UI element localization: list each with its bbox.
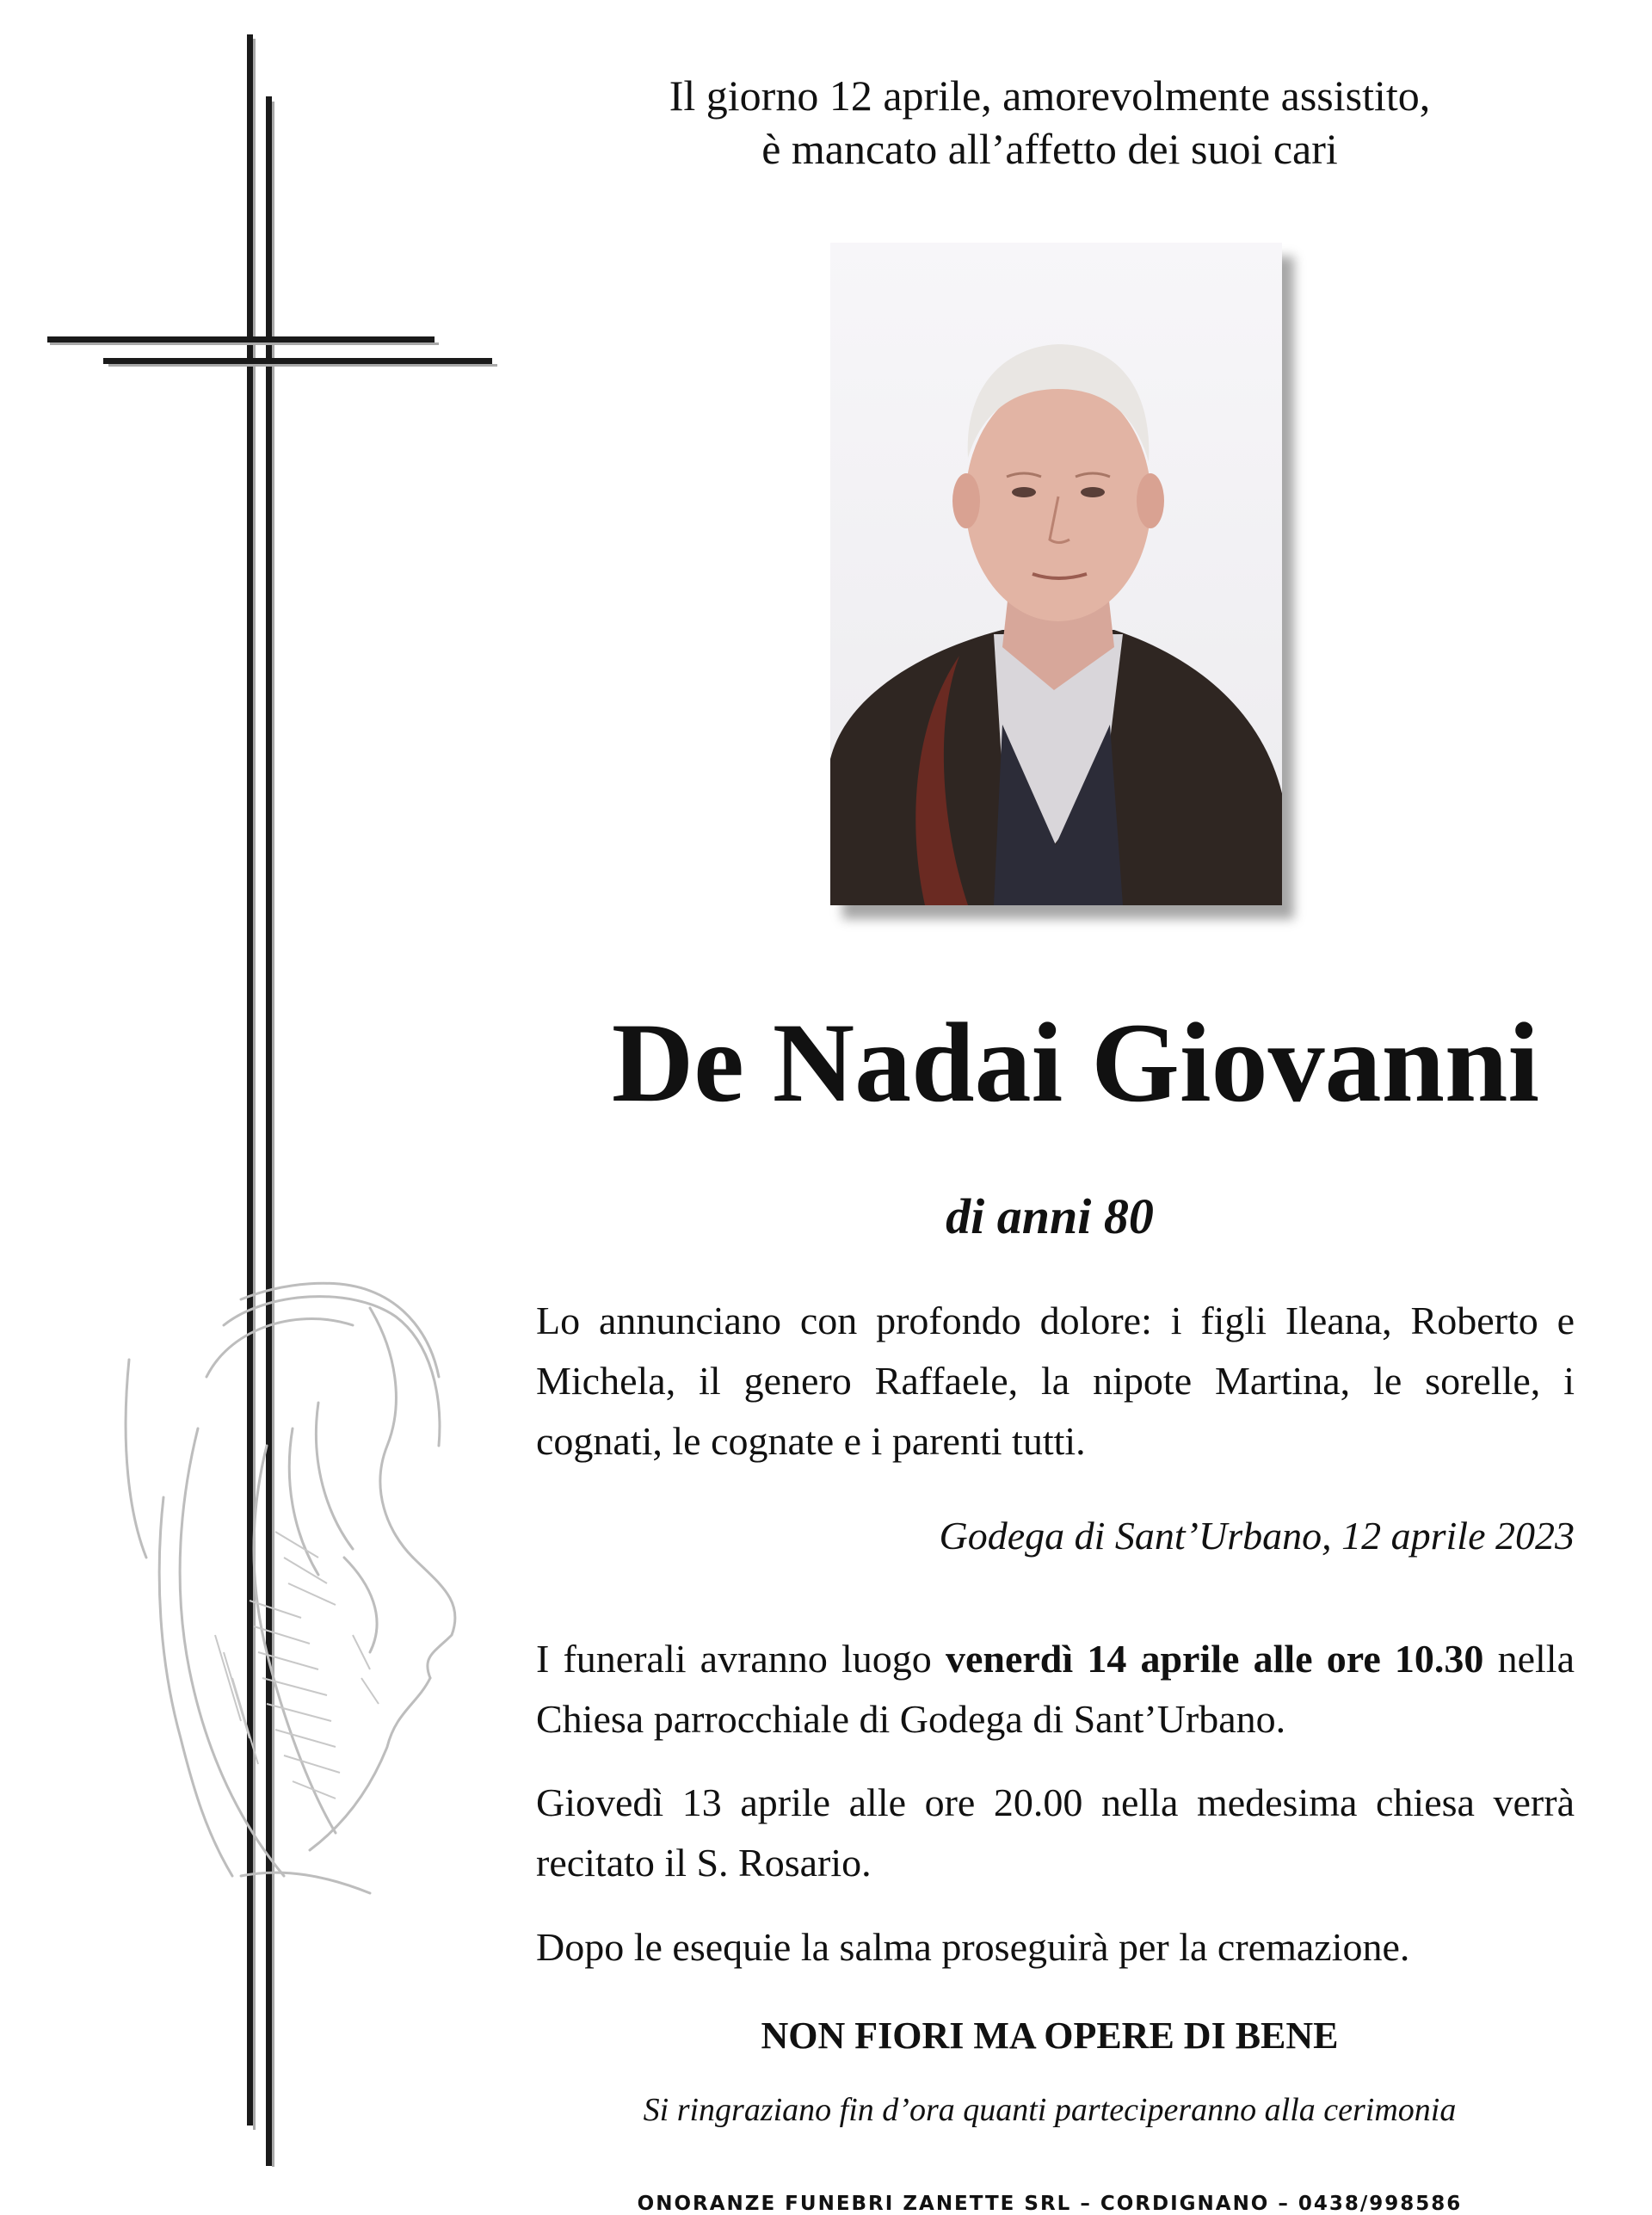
funeral-text-after: nella Chiesa parrocchiale di Godega di Sant’Urbano.	[536, 1637, 1575, 1741]
rosary-info: Giovedì 13 aprile alle ore 20.00 nella medesima chiesa verrà recitato il S. Rosario.	[536, 1780, 1575, 1885]
cremation-info: Dopo le esequie la salma proseguirà per la cremazione.	[536, 1925, 1410, 1969]
funeral-home-footer: ONORANZE FUNEBRI ZANETTE SRL – CORDIGNANO – 0438/998586	[637, 2193, 1463, 2215]
funeral-text-before: I funerali avranno luogo	[536, 1637, 946, 1681]
announcement-header	[551, 69, 1549, 176]
place-date: Godega di Sant’Urbano, 12 aprile 2023	[939, 1514, 1575, 1558]
no-flowers-note: NON FIORI MA OPERE DI BENE	[761, 2014, 1339, 2057]
funeral-datetime: venerdì 14 aprile alle ore 10.30	[945, 1637, 1484, 1681]
christ-sketch-icon	[112, 1274, 482, 1910]
portrait-photo	[830, 243, 1282, 905]
deceased-name: De Nadai Giovanni	[611, 999, 1540, 1126]
announcement-text: Lo annunciano con profondo dolore: i figli Ileana, Roberto e Michela, il genero Raffaele, la nipote Martina, le sorelle, i cognati, le cognate e i parenti tutti.	[536, 1299, 1575, 1463]
header-line-2: è mancato all’affetto dei suoi cari	[761, 125, 1338, 173]
thanks-note: Si ringraziano fin d’ora quanti parteciperanno alla cerimonia	[643, 2092, 1457, 2128]
header-line-1: Il giorno 12 aprile, amorevolmente assistito,	[669, 71, 1431, 120]
deceased-age: di anni 80	[946, 1188, 1154, 1244]
funeral-info	[536, 1629, 1575, 1749]
